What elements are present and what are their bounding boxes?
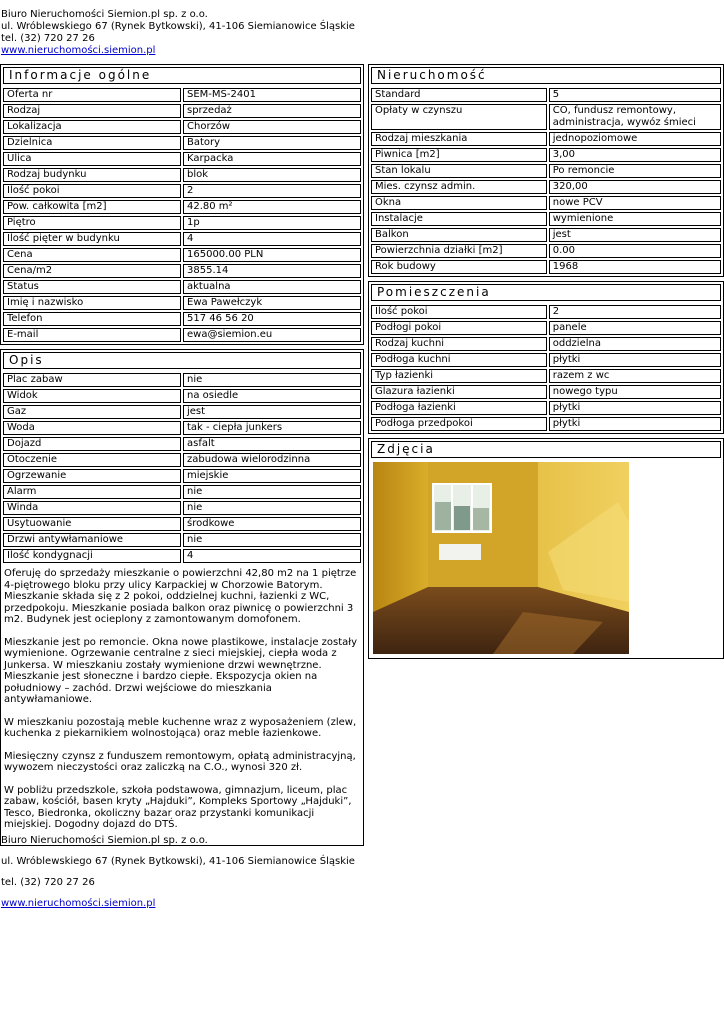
row-value: jest [183, 405, 361, 419]
row-label: Opłaty w czynszu [371, 104, 547, 130]
row-label: Ilość kondygnacji [3, 549, 181, 563]
table-row [3, 485, 361, 499]
row-value: nie [183, 373, 361, 387]
row-value: środkowe [183, 517, 361, 531]
row-label: Ilość pokoi [371, 305, 547, 319]
row-label: Podłoga przedpokoi [371, 417, 547, 431]
table-row [371, 148, 721, 162]
row-value: 2 [183, 184, 361, 198]
row-value: nie [183, 485, 361, 499]
general-info-section [0, 64, 364, 345]
footer-website-link[interactable]: www.nieruchomości.siemion.pl [1, 898, 156, 909]
rooms-section [368, 281, 724, 434]
description-text [1, 565, 363, 845]
row-label: Ogrzewanie [3, 469, 181, 483]
row-value: Ewa Pawełczyk [183, 296, 361, 310]
section-title: Opis [3, 352, 361, 369]
row-value: nowego typu [549, 385, 721, 399]
company-address: ul. Wróblewskiego 67 (Rynek Bytkowski), 41-106 Siemianowice Śląskie [1, 21, 355, 32]
row-value: 3855.14 [183, 264, 361, 278]
company-phone: tel. (32) 720 27 26 [1, 33, 95, 44]
row-label: Piwnica [m2] [371, 148, 547, 162]
table-row [3, 216, 361, 230]
row-value: 42.80 m² [183, 200, 361, 214]
page-footer [1, 835, 355, 919]
row-label: Rodzaj mieszkania [371, 132, 547, 146]
description-paragraph: Miesięczny czynsz z funduszem remontowym, opłatą administracyjną, wywozem nieczystości oraz zaliczką na C.O., wynosi 320 zł. [4, 750, 356, 773]
row-label: Cena [3, 248, 181, 262]
row-label: Gaz [3, 405, 181, 419]
row-value: miejskie [183, 469, 361, 483]
photos-section [368, 438, 724, 659]
table-row [3, 405, 361, 419]
page-header [1, 9, 355, 57]
row-label: Standard [371, 88, 547, 102]
table-row [3, 168, 361, 182]
description-paragraph: W mieszkaniu pozostają meble kuchenne wraz z wyposażeniem (zlew, kuchenka z piekarnikiem wolnostojąca) oraz meble łazienkowe. [4, 716, 357, 739]
row-value: Batory [183, 136, 361, 150]
table-row [3, 421, 361, 435]
row-value: jest [549, 228, 721, 242]
table-row [3, 152, 361, 166]
table-row [3, 312, 361, 326]
row-value: nowe PCV [549, 196, 721, 210]
table-row [3, 373, 361, 387]
row-label: Woda [3, 421, 181, 435]
row-label: Ilość pięter w budynku [3, 232, 181, 246]
row-label: Glazura łazienki [371, 385, 547, 399]
row-value: Po remoncie [549, 164, 721, 178]
row-value: blok [183, 168, 361, 182]
row-value: nie [183, 501, 361, 515]
row-label: Podłogi pokoi [371, 321, 547, 335]
row-value: oddzielna [549, 337, 721, 351]
table-row [3, 88, 361, 102]
description-paragraph: Oferuję do sprzedaży mieszkanie o powierzchni 42,80 m2 na 1 piętrze 4-piętrowego bloku przy ulicy Karpackiej w Chorzowie Batorym. Mieszkanie składa się z 2 pokoi, oddzielnej kuchni, łazienki z WC, przedpokoju. Mieszkanie posiada balkon oraz piwnicę o powierzchni 3 m2. Budynek jest ocieplony z zamontowanym domofonem. [4, 568, 357, 625]
row-value: 1968 [549, 260, 721, 274]
row-value: nie [183, 533, 361, 547]
row-value: ewa@siemion.eu [183, 328, 361, 342]
table-row [3, 453, 361, 467]
table-row [3, 296, 361, 310]
table-row [3, 264, 361, 278]
table-row [371, 104, 721, 130]
table-row [371, 196, 721, 210]
table-row [3, 533, 361, 547]
row-label: Imię i nazwisko [3, 296, 181, 310]
company-name: Biuro Nieruchomości Siemion.pl sp. z o.o. [1, 9, 208, 20]
table-row [371, 88, 721, 102]
property-section [368, 64, 724, 277]
row-label: Rodzaj budynku [3, 168, 181, 182]
table-row [371, 337, 721, 351]
table-row [3, 501, 361, 515]
row-value: jednopoziomowe [549, 132, 721, 146]
row-value: 5 [549, 88, 721, 102]
section-title: Informacje ogólne [3, 67, 361, 84]
table-row [371, 228, 721, 242]
section-title: Zdjęcia [371, 441, 721, 458]
rooms-table [369, 303, 723, 433]
row-label: Rodzaj kuchni [371, 337, 547, 351]
row-label: Drzwi antywłamaniowe [3, 533, 181, 547]
row-label: Alarm [3, 485, 181, 499]
table-row [3, 437, 361, 451]
row-value: 1p [183, 216, 361, 230]
row-value: CO, fundusz remontowy, administracja, wywóz śmieci [549, 104, 721, 130]
general-info-table [1, 86, 363, 344]
table-row [371, 212, 721, 226]
table-row [371, 417, 721, 431]
property-table [369, 86, 723, 276]
row-label: Ilość pokoi [3, 184, 181, 198]
row-label: Podłoga kuchni [371, 353, 547, 367]
table-row [3, 517, 361, 531]
row-value: panele [549, 321, 721, 335]
row-label: Telefon [3, 312, 181, 326]
row-value: 3,00 [549, 148, 721, 162]
table-row [371, 180, 721, 194]
left-column [0, 64, 364, 850]
footer-company-name: Biuro Nieruchomości Siemion.pl sp. z o.o. [1, 835, 208, 846]
table-row [3, 248, 361, 262]
table-row [3, 120, 361, 134]
row-label: Dojazd [3, 437, 181, 451]
row-value: Chorzów [183, 120, 361, 134]
row-value: aktualna [183, 280, 361, 294]
table-row [371, 164, 721, 178]
row-value: 517 46 56 20 [183, 312, 361, 326]
row-label: Powierzchnia działki [m2] [371, 244, 547, 258]
row-value: SEM-MS-2401 [183, 88, 361, 102]
row-label: Lokalizacja [3, 120, 181, 134]
table-row [3, 232, 361, 246]
company-website-link[interactable]: www.nieruchomości.siemion.pl [1, 45, 156, 56]
row-value: Karpacka [183, 152, 361, 166]
row-value: 165000.00 PLN [183, 248, 361, 262]
table-row [371, 321, 721, 335]
row-label: Status [3, 280, 181, 294]
row-value: asfalt [183, 437, 361, 451]
row-value: 4 [183, 549, 361, 563]
table-row [371, 305, 721, 319]
row-value: płytki [549, 353, 721, 367]
row-label: Okna [371, 196, 547, 210]
row-value: 0.00 [549, 244, 721, 258]
table-row [371, 244, 721, 258]
row-value: płytki [549, 417, 721, 431]
row-label: Rodzaj [3, 104, 181, 118]
row-value: 4 [183, 232, 361, 246]
table-row [371, 401, 721, 415]
description-table [1, 371, 363, 565]
row-label: Typ łazienki [371, 369, 547, 383]
row-label: Dzielnica [3, 136, 181, 150]
table-row [3, 136, 361, 150]
room-interior-image [373, 462, 629, 654]
row-label: Otoczenie [3, 453, 181, 467]
row-label: Stan lokalu [371, 164, 547, 178]
table-row [371, 369, 721, 383]
row-label: Oferta nr [3, 88, 181, 102]
row-label: Instalacje [371, 212, 547, 226]
description-paragraph: Mieszkanie jest po remoncie. Okna nowe plastikowe, instalacje zostały wymienione. Ogrzewanie centralne z sieci miejskiej, ciepła woda z Junkersa. W mieszkaniu zostały wymienione drzwi wewnętrzne. Mieszkanie jest słoneczne i bardzo ciepłe. Ekspozycja okien na południowy – zachód. Drzwi wejściowe do mieszkania antywłamaniowe. [4, 636, 358, 705]
description-paragraph: W pobliżu przedszkole, szkoła podstawowa, gimnazjum, liceum, plac zabaw, kościół, basen kryty „Hajduki”, Kompleks Sportowy „Hajduki”, Tesco, Biedronka, okoliczny bazar oraz przystanki komunikacji miejskiej. Dogodny dojazd do DTŚ. [4, 784, 352, 830]
row-label: Usytuowanie [3, 517, 181, 531]
row-label: Cena/m2 [3, 264, 181, 278]
apartment-photo[interactable] [373, 462, 629, 654]
row-value: 320,00 [549, 180, 721, 194]
section-title: Pomieszczenia [371, 284, 721, 301]
description-section [0, 349, 364, 846]
row-label: Ulica [3, 152, 181, 166]
row-label: Rok budowy [371, 260, 547, 274]
row-label: Winda [3, 501, 181, 515]
table-row [371, 132, 721, 146]
table-row [3, 184, 361, 198]
table-row [3, 469, 361, 483]
row-value: razem z wc [549, 369, 721, 383]
row-value: zabudowa wielorodzinna [183, 453, 361, 467]
table-row [3, 200, 361, 214]
section-title: Nieruchomość [371, 67, 721, 84]
row-label: Plac zabaw [3, 373, 181, 387]
row-label: E-mail [3, 328, 181, 342]
table-row [371, 353, 721, 367]
table-row [3, 104, 361, 118]
row-value: wymienione [549, 212, 721, 226]
row-label: Pow. całkowita [m2] [3, 200, 181, 214]
table-row [3, 549, 361, 563]
row-label: Podłoga łazienki [371, 401, 547, 415]
row-value: tak - ciepła junkers [183, 421, 361, 435]
table-row [3, 328, 361, 342]
table-row [3, 280, 361, 294]
row-label: Mies. czynsz admin. [371, 180, 547, 194]
row-label: Widok [3, 389, 181, 403]
table-row [371, 260, 721, 274]
row-value: płytki [549, 401, 721, 415]
row-value: na osiedle [183, 389, 361, 403]
footer-company-phone: tel. (32) 720 27 26 [1, 877, 95, 888]
row-label: Balkon [371, 228, 547, 242]
row-value: 2 [549, 305, 721, 319]
footer-company-address: ul. Wróblewskiego 67 (Rynek Bytkowski), 41-106 Siemianowice Śląskie [1, 856, 355, 867]
table-row [3, 389, 361, 403]
row-label: Piętro [3, 216, 181, 230]
table-row [371, 385, 721, 399]
right-column [368, 64, 724, 663]
row-value: sprzedaż [183, 104, 361, 118]
